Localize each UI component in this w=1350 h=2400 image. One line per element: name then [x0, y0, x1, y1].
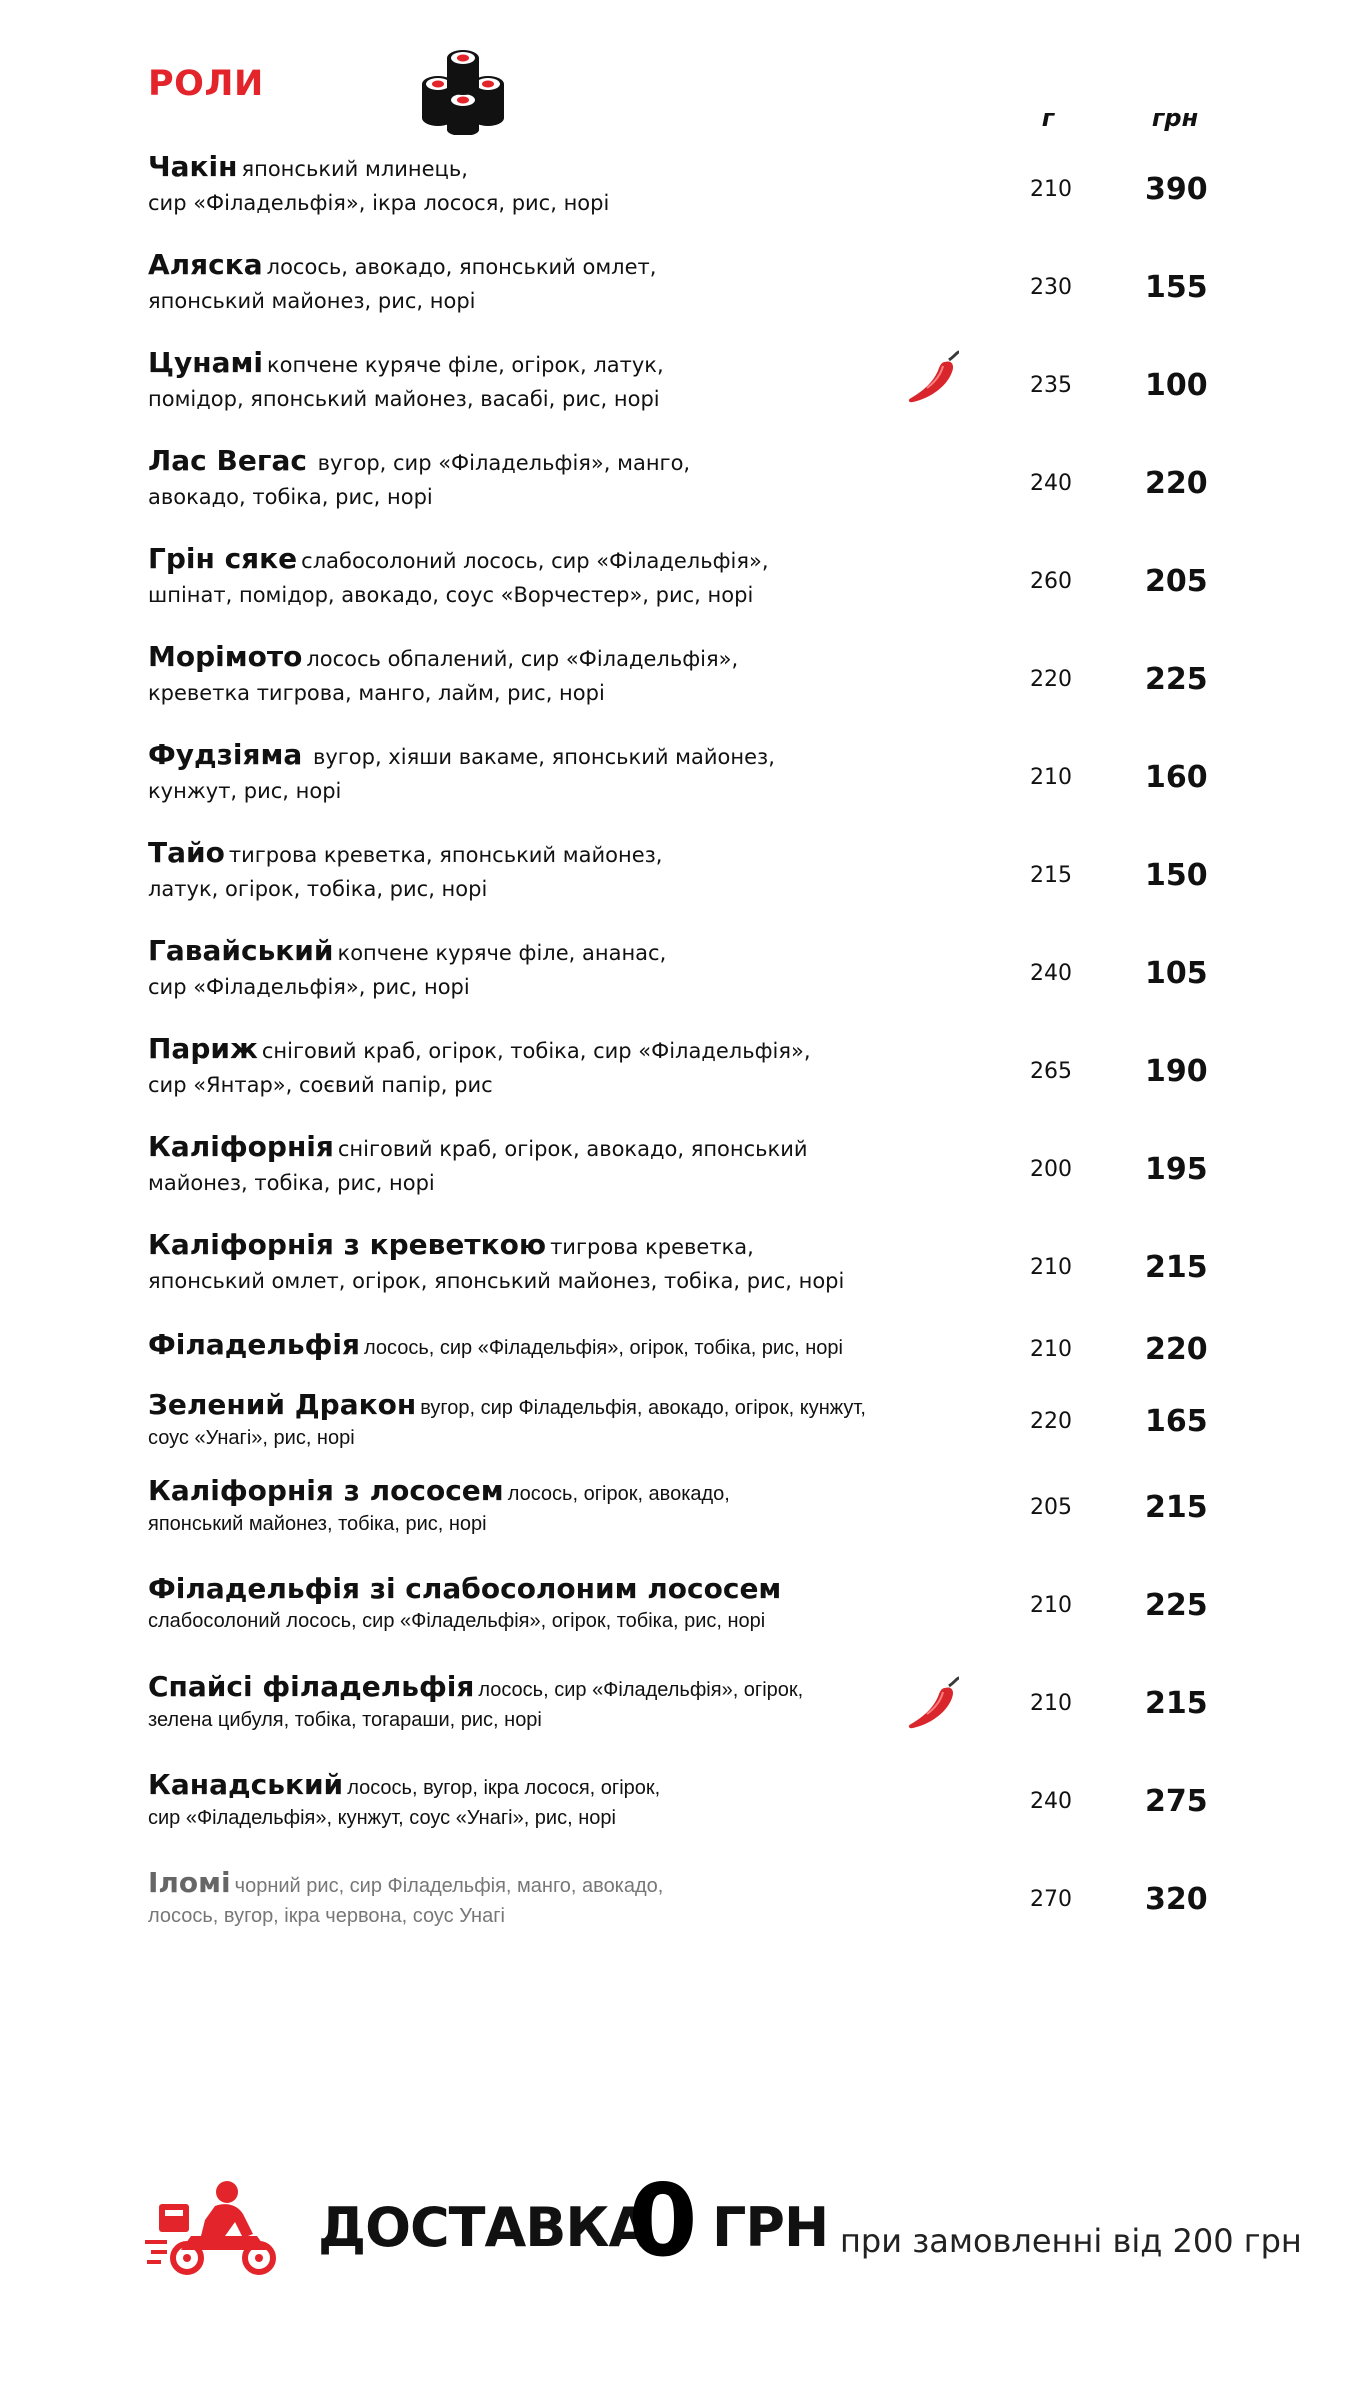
item-name: Філадельфія зі слабосолоним лососем — [148, 1572, 782, 1605]
menu-item — [148, 1130, 1248, 1210]
item-price: 320 — [1145, 1882, 1208, 1917]
item-name: Каліфорнія з лососем — [148, 1474, 504, 1507]
item-weight: 260 — [1030, 569, 1072, 594]
item-ingredients-cont: майонез, тобіка, рис, норі — [148, 1171, 435, 1195]
item-name: Спайсі філадельфія — [148, 1670, 475, 1703]
item-ingredients-cont: шпінат, помідор, авокадо, соус «Ворчестер», рис, норі — [148, 583, 754, 607]
item-weight: 205 — [1030, 1495, 1072, 1520]
item-price: 215 — [1145, 1490, 1208, 1525]
item-name: Каліфорнія з креветкою — [148, 1228, 547, 1261]
item-weight: 235 — [1030, 373, 1072, 398]
item-ingredients: слабосолоний лосось, сир «Філадельфія», — [301, 549, 769, 573]
item-name: Грін сяке — [148, 542, 298, 575]
menu-item — [148, 1574, 1248, 1654]
item-weight: 210 — [1030, 1337, 1072, 1362]
item-weight: 215 — [1030, 863, 1072, 888]
item-ingredients-cont: слабосолоний лосось, сир «Філадельфія», огірок, тобіка, рис, норі — [148, 1610, 766, 1632]
item-weight: 220 — [1030, 667, 1072, 692]
item-ingredients: сніговий краб, огірок, авокадо, японський — [337, 1137, 808, 1161]
item-ingredients: тигрова креветка, японський майонез, — [228, 843, 663, 867]
delivery-condition: при замовленні від 200 грн — [840, 2222, 1302, 2260]
item-name: Цунамі — [148, 346, 263, 379]
delivery-banner — [0, 2160, 1350, 2300]
item-price: 390 — [1145, 172, 1208, 207]
item-name: Каліфорнія — [148, 1130, 334, 1163]
item-ingredients-cont: помідор, японський майонез, васабі, рис, норі — [148, 387, 660, 411]
item-name: Лас Вегас — [148, 444, 307, 477]
item-weight: 240 — [1030, 1789, 1072, 1814]
menu-item — [148, 248, 1248, 328]
section-title: РОЛИ — [148, 64, 264, 104]
menu-item — [148, 1228, 1248, 1308]
menu-item — [148, 346, 1248, 426]
menu-item — [148, 836, 1248, 916]
item-weight: 200 — [1030, 1157, 1072, 1182]
menu-item — [148, 542, 1248, 622]
item-ingredients: чорний рис, сир Філадельфія, манго, авокадо, — [234, 1875, 664, 1897]
item-ingredients-cont: зелена цибуля, тобіка, тогараши, рис, норі — [148, 1709, 542, 1731]
item-price: 220 — [1145, 1332, 1208, 1367]
item-ingredients: лосось обпалений, сир «Філадельфія», — [306, 647, 739, 671]
item-ingredients: вугор, сир Філадельфія, авокадо, огірок, кунжут, — [420, 1397, 866, 1419]
item-name: Зелений Дракон — [148, 1388, 417, 1421]
menu-item — [148, 1330, 1248, 1374]
menu-item — [148, 640, 1248, 720]
item-ingredients-cont: японський омлет, огірок, японський майонез, тобіка, рис, норі — [148, 1269, 845, 1293]
item-weight: 210 — [1030, 1691, 1072, 1716]
menu-item — [148, 1868, 1248, 1948]
item-price: 225 — [1145, 662, 1208, 697]
item-ingredients-cont: соус «Унагі», рис, норі — [148, 1427, 355, 1449]
item-ingredients-cont: кунжут, рис, норі — [148, 779, 342, 803]
item-weight: 240 — [1030, 471, 1072, 496]
item-ingredients: копчене куряче філе, огірок, латук, — [266, 353, 664, 377]
chili-pepper-icon — [905, 1676, 961, 1732]
item-price: 220 — [1145, 466, 1208, 501]
item-price: 100 — [1145, 368, 1208, 403]
item-price: 275 — [1145, 1784, 1208, 1819]
item-price: 195 — [1145, 1152, 1208, 1187]
item-name: Париж — [148, 1032, 258, 1065]
item-ingredients-cont: сир «Філадельфія», рис, норі — [148, 975, 470, 999]
item-ingredients: копчене куряче філе, ананас, — [337, 941, 667, 965]
item-ingredients-cont: японський майонез, тобіка, рис, норі — [148, 1513, 487, 1535]
item-weight: 230 — [1030, 275, 1072, 300]
item-name: Гавайський — [148, 934, 334, 967]
item-ingredients-cont: японський майонез, рис, норі — [148, 289, 476, 313]
item-name: Тайо — [148, 836, 225, 869]
item-name: Філадельфія — [148, 1328, 360, 1361]
item-ingredients-cont: сир «Філадельфія», кунжут, соус «Унагі», рис, норі — [148, 1807, 616, 1829]
item-price: 205 — [1145, 564, 1208, 599]
item-weight: 210 — [1030, 765, 1072, 790]
item-ingredients-cont: сир «Янтар», соєвий папір, рис — [148, 1073, 493, 1097]
item-weight: 265 — [1030, 1059, 1072, 1084]
item-ingredients-cont: лосось, вугор, ікра червона, соус Унагі — [148, 1905, 505, 1927]
menu-item — [148, 1390, 1248, 1470]
item-ingredients-cont: авокадо, тобіка, рис, норі — [148, 485, 433, 509]
item-ingredients: вугор, хіяши вакаме, японський майонез, — [306, 745, 775, 769]
item-price: 215 — [1145, 1686, 1208, 1721]
item-ingredients: сніговий краб, огірок, тобіка, сир «Філадельфія», — [261, 1039, 811, 1063]
item-price: 190 — [1145, 1054, 1208, 1089]
item-ingredients: лосось, сир «Філадельфія», огірок, тобіка, рис, норі — [363, 1337, 843, 1359]
menu-item — [148, 150, 1248, 230]
item-ingredients: лосось, сир «Філадельфія», огірок, — [478, 1679, 804, 1701]
item-price: 160 — [1145, 760, 1208, 795]
item-ingredients: тигрова креветка, — [550, 1235, 754, 1259]
item-name: Фудзіяма — [148, 738, 303, 771]
item-price: 105 — [1145, 956, 1208, 991]
item-price: 150 — [1145, 858, 1208, 893]
chili-pepper-icon — [905, 350, 961, 406]
item-weight: 270 — [1030, 1887, 1072, 1912]
delivery-price: 0 — [628, 2162, 698, 2279]
menu-item — [148, 934, 1248, 1014]
item-name: Морімото — [148, 640, 303, 673]
item-ingredients-cont: латук, огірок, тобіка, рис, норі — [148, 877, 488, 901]
item-name: Аляска — [148, 248, 263, 281]
item-weight: 220 — [1030, 1409, 1072, 1434]
price-column-header: грн — [1151, 104, 1199, 132]
item-price: 165 — [1145, 1404, 1208, 1439]
delivery-scooter-icon — [145, 2178, 280, 2278]
item-ingredients: лосось, авокадо, японський омлет, — [266, 255, 657, 279]
item-weight: 210 — [1030, 177, 1072, 202]
menu-item — [148, 738, 1248, 818]
menu-item — [148, 444, 1248, 524]
menu-item — [148, 1770, 1248, 1850]
item-weight: 210 — [1030, 1255, 1072, 1280]
item-ingredients: вугор, сир «Філадельфія», манго, — [310, 451, 691, 475]
item-name: Чакін — [148, 150, 238, 183]
item-weight: 210 — [1030, 1593, 1072, 1618]
weight-column-header: г — [1041, 104, 1055, 132]
item-price: 155 — [1145, 270, 1208, 305]
item-ingredients: лосось, огірок, авокадо, — [507, 1483, 730, 1505]
menu-item — [148, 1672, 1248, 1752]
item-weight: 240 — [1030, 961, 1072, 986]
item-ingredients-cont: креветка тигрова, манго, лайм, рис, норі — [148, 681, 605, 705]
item-name: Канадський — [148, 1768, 344, 1801]
item-ingredients: японський млинець, — [241, 157, 468, 181]
delivery-currency: ГРН — [712, 2196, 829, 2259]
item-ingredients-cont: сир «Філадельфія», ікра лосося, рис, норі — [148, 191, 610, 215]
item-price: 225 — [1145, 1588, 1208, 1623]
delivery-label: ДОСТАВКА — [318, 2196, 650, 2259]
menu-item — [148, 1032, 1248, 1112]
item-price: 215 — [1145, 1250, 1208, 1285]
item-name: Іломі — [148, 1866, 231, 1899]
item-ingredients: лосось, вугор, ікра лосося, огірок, — [347, 1777, 661, 1799]
menu-item — [148, 1476, 1248, 1556]
